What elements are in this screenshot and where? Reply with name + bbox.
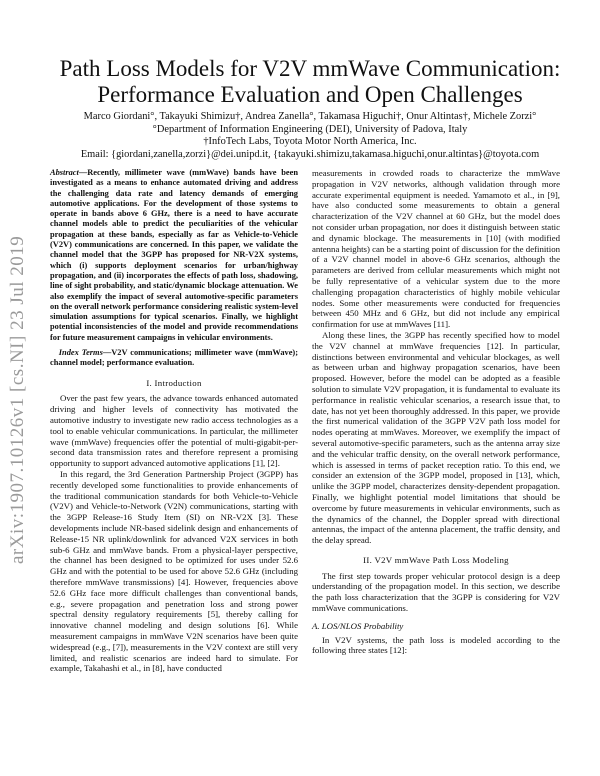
author-emails: Email: {giordani,zanella,zorzi}@dei.unipd.it, {takayuki.shimizu,takamasa.higuchi,onur.altintas}@toyota.com (80, 148, 540, 160)
path-loss-paragraph-1: The first step towards proper vehicular protocol design is a deep understanding of the propagation model. In this section, we describe the path loss characterization that the 3GPP is considering for V2V mmWave communications. (312, 570, 560, 614)
intro-paragraph-1: Over the past few years, the advance towards enhanced automated driving and higher levels of connectivity has motivated the automotive industry to investigate new radio access technologies as a tool to enable vehicular communications. In particular, the millimeter wave (mmWave) frequencies offer the potential of multi-gigabit-per-second data transmission rates and therefore represent a promising opportunity to support advanced automotive applications [1], [2]. (50, 393, 298, 469)
paper-title (40, 56, 580, 108)
abstract-lead: Abstract (50, 168, 79, 177)
index-terms-lead: Index Terms (58, 348, 103, 358)
arxiv-identifier: arXiv:1907.10126v1 [cs.NI] 23 Jul 2019 (7, 235, 28, 565)
index-terms (50, 348, 298, 369)
los-nlos-paragraph-1: In V2V systems, the path loss is modeled according to the following three states [12]: (312, 634, 560, 656)
author-block (40, 111, 580, 161)
section-heading-path-loss: II. V2V mmWave Path Loss Modeling (363, 554, 509, 565)
index-terms-text: —V2V communications; millimeter wave (mmWave); channel model; performance evaluation. (50, 348, 299, 368)
right-column (312, 168, 560, 674)
abstract-text: —Recently, millimeter wave (mmWave) bands have been investigated as a means to enhance automated driving and address the challenging data rate and latency demands of emerging automotive applications. For the development of those systems to operate in bands above 6 GHz, there is a need to have accurate channel models able to predict the peculiarities of the vehicular propagation at these bands, especially as far as Vehicle-to-Vehicle (V2V) communications are concerned. In this paper, we validate the channel model that the 3GPP has proposed for NR-V2X systems, which (i) supports deployment scenarios for urban/highway propagation, and (ii) incorporates the effects of path loss, shadowing, line of sight probability, and static/dynamic blockage attenuation. We also exemplify the impact of several automotive-specific parameters on the overall network performance considering realistic system-level simulation assumptions for typical scenarios. Finally, we highlight potential inconsistencies of the model and provide recommendations for future measurement campaigns in vehicular environments. (50, 168, 299, 342)
section-heading-introduction: I. Introduction (146, 377, 202, 388)
intro-paragraph-3: Along these lines, the 3GPP has recently specified how to model the V2V channel at mmWave frequencies [12]. In particular, distinctions between environmental and vehicular blockages, as well as between urban and highway propagation scenarios, have been proposed. However, before the model can be adopted as a feasible solution to simulate V2V propagation, it is fundamental to evaluate its performance in realistic vehicular scenarios, a research issue that, to date, has not yet been thoroughly addressed. In this paper, we provide the first numerical validation of the 3GPP V2V path loss model for nodes operating at mmWaves. Moreover, we exemplify the impact of several automotive-specific parameters, such as the antenna array size and the vehicular traffic density, on the overall network performance, which is assessed in terms of packet reception ratio. To this end, we consider an extension of the 3GPP model, proposed in [13], which, unlike the 3GPP model, characterizes density-dependent propagation. Finally, we highlight potential model limitations that should be overcome by future measurements in vehicular environments, such as the dynamics of the channel, the Doppler spread with directional antennas, the impact of the antenna placement, the traffic density, and the delay spread. (312, 329, 560, 546)
title-line-2: Performance Evaluation and Open Challenges (97, 82, 523, 107)
subsection-heading-los-nlos: A. LOS/NLOS Probability (312, 620, 404, 631)
intro-paragraph-2-continued: measurements in crowded roads to characterize the mmWave propagation in V2V networks, although validation through more accurate experimental equipment is needed. Yamamoto et al., in [9], have also conducted some measurements to obtain a general characterization of the V2V channel at 60 GHz, but the model does not consider urban propagation, nor does it distinguish between static and dynamic blockage. The measurements in [10] (with modified antenna heights) can be a starting point of discussion for the definition of a V2V channel model in above-6 GHz scenarios, although the parameters are derived from cellular measurements which might not be fully representative of a vehicular system due to the more challenging propagation characteristics of highly mobile vehicular nodes. Some other measurements were conducted for frequencies between 450 MHz and 6 GHz, but did not include any empirical confirmation for use at mmWaves [11]. (312, 168, 560, 330)
affiliation-toyota: †InfoTech Labs, Toyota Motor North America, Inc. (203, 136, 417, 148)
left-column (50, 168, 298, 674)
intro-paragraph-2: In this regard, the 3rd Generation Partnership Project (3GPP) has recently developed some functionalities to provide enhancements of the traditional communication standards for both Vehicle-to-Vehicle (V2V) and Vehicle-to-Network (V2N) communications, starting with the 3GPP Release-16 Study Item (SI) on NR-V2X [3]. These developments include NR-based sidelink design and enhancements of Release-15 NR uplink/downlink for advanced V2X services in both sub-6 GHz and mmWave bands. From a physical-layer perspective, the channel has been designed to be optimized for uses under 52.6 GHz and with the potential to be used for above 52.6 GHz (including therefore mmWave transmissions) [4]. However, frequencies above 52.6 GHz face more difficult challenges than conventional bands, e.g., severe propagation and penetration loss and strong power spectral density regulatory requirements [5], thereby calling for innovative channel modeling and design solutions [6]. While measurement campaigns in mmWave V2N scenarios have been quite widespread (e.g., [7]), measurements in the V2V context are still very limited, and realistic scenarios are indeed hard to simulate. For example, Takahashi et al., in [8], have conducted (50, 469, 298, 674)
two-column-body (50, 168, 560, 674)
title-line-1: Path Loss Models for V2V mmWave Communication: (59, 56, 561, 81)
affiliation-padova: °Department of Information Engineering (DEI), University of Padova, Italy (152, 123, 468, 135)
author-names: Marco Giordani°, Takayuki Shimizu†, Andrea Zanella°, Takamasa Higuchi†, Onur Altintas†, Michele Zorzi° (83, 111, 537, 122)
abstract (50, 168, 298, 343)
